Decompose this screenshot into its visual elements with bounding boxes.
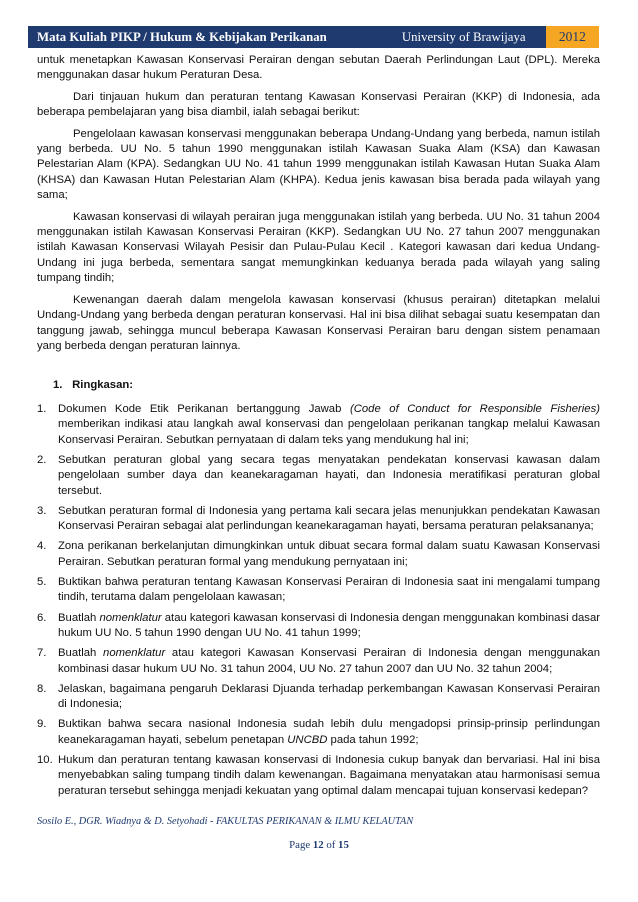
document-body xyxy=(37,53,600,804)
page-total: 15 xyxy=(338,839,349,851)
question-text: Hukum dan peraturan tentang kawasan konservasi di Indonesia cukup banyak dan bervariasi. Hal ini bisa menyebabkan saling tumpang tindih dalam kewenangan. Bagaimana menyatakan atau harmonisasi semua peraturan tersebut sehingga menjadi kekuatan yang optimal dalam mencapai tujuan konservasi kedepan? xyxy=(58,754,600,797)
question-number: 9. xyxy=(37,718,47,731)
question-item xyxy=(37,717,600,748)
header-course-title: Mata Kuliah PIKP / Hukum & Kebijakan Perikanan xyxy=(28,26,382,48)
question-item xyxy=(37,682,600,713)
question-emphasis: nomenklatur xyxy=(103,647,166,660)
section-number: 1. xyxy=(53,379,63,392)
question-number: 2. xyxy=(37,453,47,466)
question-number: 7. xyxy=(37,647,47,660)
footer-authors: Sosilo E., DGR. Wiadnya & D. Setyohadi - FAKULTAS PERIKANAN & ILMU KELAUTAN xyxy=(37,816,414,827)
question-text: atau kategori kawasan konservasi di Indonesia dengan menggunakan kombinasi dasar hukum UU No. 5 tahun 1990 dengan UU No. 41 tahun 1999; xyxy=(58,611,600,639)
question-number: 8. xyxy=(37,682,47,695)
question-number: 5. xyxy=(37,575,47,588)
question-emphasis: UNCBD xyxy=(287,733,328,746)
question-number: 3. xyxy=(37,504,47,517)
question-number: 6. xyxy=(37,611,47,624)
question-number: 1. xyxy=(37,402,47,415)
question-item xyxy=(37,575,600,606)
paragraph: untuk menetapkan Kawasan Konservasi Perairan dengan sebutan Daerah Perlindungan Laut (DPL). Mereka menggunakan dasar hukum Peraturan Desa. xyxy=(37,54,600,82)
question-text: pada tahun 1992; xyxy=(327,733,419,746)
paragraph: Kawasan konservasi di wilayah perairan juga menggunakan istilah yang berbeda. UU No. 31 tahun 2004 menggunakan istilah Kawasan Konservasi Perairan (KKP). Sedangkan UU No. 27 tahun 2007 menggunakan istilah Kawasan Konservasi Wilayah Pesisir dan Pulau-Pulau Kecil . Kategori kawasan dari kedua Undang-Undang ini juga berbeda, sementara sangat memungkinkan keduanya berada pada wilayah yang saling tumpang tindih; xyxy=(37,210,600,285)
question-item xyxy=(37,453,600,499)
question-text: Dokumen Kode Etik Perikanan bertanggung Jawab xyxy=(58,402,350,415)
paragraph: Pengelolaan kawasan konservasi menggunakan beberapa Undang-Undang yang berbeda, namun istilah yang berbeda. UU No. 5 tahun 1990 menggunakan istilah Kawasan Suaka Alam (KSA) dan Kawasan Pelestarian Alam (KPA). Sedangkan UU No. 41 tahun 1999 menggunakan istilah Kawasan Hutan Suaka Alam (KHSA) dan Kawasan Hutan Pelestarian Alam (KHPA). Kedua jenis kawasan bisa berada pada wilayah yang sama; xyxy=(37,127,600,202)
question-emphasis: nomenklatur xyxy=(99,611,162,624)
question-text: Zona perikanan berkelanjutan dimungkinkan untuk dibuat secara formal dalam suatu Kawasan Konservasi Perairan. Sebutkan peraturan formal yang mendukung pernyataan ini; xyxy=(58,540,600,568)
question-number: 4. xyxy=(37,540,47,553)
page-word: Page xyxy=(289,839,311,851)
question-item xyxy=(37,504,600,535)
page-number xyxy=(0,839,638,851)
question-number: 10. xyxy=(37,754,53,767)
question-item xyxy=(37,646,600,677)
question-item xyxy=(37,539,600,570)
question-text: atau kategori Kawasan Konservasi Perairan di Indonesia dengan menggunakan kombinasi dasar hukum UU No. 31 tahun 2004, UU No. 27 tahun 2007 dan UU No. 32 tahun 2004; xyxy=(58,647,600,675)
question-text: Sebutkan peraturan formal di Indonesia yang pertama kali secara jelas menunjukkan pendekatan Kawasan Konservasi Perairan sebagai alat perlindungan keanekaragaman hayati, bersama peraturan pelaksananya; xyxy=(58,504,600,533)
section-title: Ringkasan: xyxy=(72,379,134,392)
question-text: Buatlah xyxy=(58,647,104,660)
question-text: Buktikan bahwa secara nasional Indonesia sudah lebih dulu mengadopsi prinsip-prinsip perlindungan keanekaragaman hayati, sebelum penetapan xyxy=(58,718,600,746)
question-text: Jelaskan, bagaimana pengaruh Deklarasi Djuanda terhadap perkembangan Kawasan Konservasi Perairan di Indonesia; xyxy=(58,682,600,711)
question-text: Sebutkan peraturan global yang secara tegas menyatakan pendekatan konservasi kawasan dalam pengelolaan sumber daya dan keanekaragaman hayati, dan Indonesia meratifikasi peraturan global tersebut. xyxy=(58,453,600,497)
paragraph: Dari tinjauan hukum dan peraturan tentang Kawasan Konservasi Perairan (KKP) di Indonesia, ada beberapa pembelajaran yang bisa diambil, ialah sebagai berikut: xyxy=(37,90,600,119)
question-text: Buktikan bahwa peraturan tentang Kawasan Konservasi Perairan di Indonesia saat ini mengalami tumpang tindih, terutama dalam pengelolaan kawasan; xyxy=(58,575,600,604)
question-text: Buatlah xyxy=(58,611,100,624)
question-emphasis: (Code of Conduct for Responsible Fisheries) xyxy=(349,402,601,415)
page-current: 12 xyxy=(312,839,324,851)
page-header xyxy=(28,26,599,48)
question-item xyxy=(37,402,600,448)
page-of: of xyxy=(326,839,336,851)
header-year: 2012 xyxy=(546,26,599,48)
question-item xyxy=(37,753,600,799)
question-text: memberikan indikasi atau langkah awal konservasi dan pengelolaan perikanan tangkap melalui Kawasan Konservasi Perairan. Sebutkan pernyataan di dalam teks yang mendukung hal ini; xyxy=(58,418,600,446)
question-list xyxy=(37,402,600,800)
section-heading xyxy=(37,378,600,393)
question-item xyxy=(37,611,600,642)
header-university: University of Brawijaya xyxy=(382,26,546,48)
paragraph: Kewenangan daerah dalam mengelola kawasan konservasi (khusus perairan) ditetapkan melalui Undang-Undang yang berbeda dengan peraturan konservasi. Hal ini bisa dilihat sebagai suatu kesempatan dan tanggung jawab, sehingga muncul beberapa Kawasan Konservasi Perairan baru dengan sistem penamaan yang berbeda dengan peraturan lainnya. xyxy=(37,293,600,352)
